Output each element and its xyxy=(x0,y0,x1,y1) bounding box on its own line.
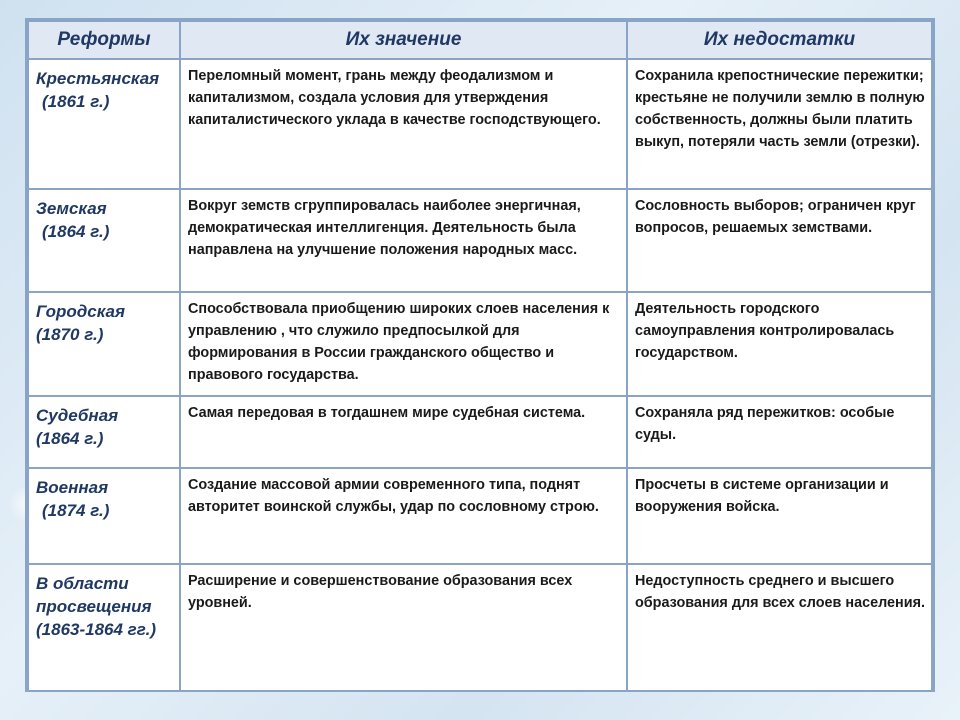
header-reforms: Реформы xyxy=(28,21,180,59)
reform-year: (1861 г.) xyxy=(42,92,110,111)
reform-year: (1863-1864 гг.) xyxy=(36,620,156,639)
shortcomings-cell: Сохранила крепостнические пережитки; крестьяне не получили землю в полную собственность, должны были платить выкуп, потеряли часть земли (отрезки). xyxy=(627,59,932,189)
reform-cell xyxy=(28,189,180,292)
header-meaning: Их значение xyxy=(180,21,627,59)
table-row xyxy=(28,189,932,292)
table-row xyxy=(28,468,932,564)
shortcomings-cell: Недоступность среднего и высшего образования для всех слоев населения. xyxy=(627,564,932,691)
reform-year: (1870 г.) xyxy=(36,325,104,344)
reform-name: В области просвещения xyxy=(36,574,152,616)
reform-cell xyxy=(28,292,180,396)
meaning-cell: Создание массовой армии современного типа, поднят авторитет воинской службы, удар по сословному строю. xyxy=(180,468,627,564)
reforms-table xyxy=(27,20,933,692)
reform-year: (1864 г.) xyxy=(36,429,104,448)
shortcomings-cell: Сохраняла ряд пережитков: особые суды. xyxy=(627,396,932,468)
meaning-cell: Способствовала приобщению широких слоев населения к управлению , что служило предпосылкой для формирования в России гражданского общество и правового государства. xyxy=(180,292,627,396)
header-shortcomings: Их недостатки xyxy=(627,21,932,59)
reform-cell xyxy=(28,564,180,691)
meaning-cell: Самая передовая в тогдашнем мире судебная система. xyxy=(180,396,627,468)
meaning-cell: Расширение и совершенствование образования всех уровней. xyxy=(180,564,627,691)
reform-name: Крестьянская xyxy=(36,69,160,88)
reform-year: (1874 г.) xyxy=(42,501,110,520)
table-row xyxy=(28,564,932,691)
reform-name: Судебная xyxy=(36,406,119,425)
table-header-row xyxy=(28,21,932,59)
reform-cell xyxy=(28,59,180,189)
table-row xyxy=(28,292,932,396)
reform-year: (1864 г.) xyxy=(42,222,110,241)
table-row xyxy=(28,396,932,468)
meaning-cell: Переломный момент, грань между феодализмом и капитализмом, создала условия для утверждения капиталистического уклада в качестве господствующего. xyxy=(180,59,627,189)
reform-name: Земская xyxy=(36,199,107,218)
meaning-cell: Вокруг земств сгруппировалась наиболее энергичная, демократическая интеллигенция. Деятельность была направлена на улучшение положения народных масс. xyxy=(180,189,627,292)
shortcomings-cell: Деятельность городского самоуправления контролировалась государством. xyxy=(627,292,932,396)
reforms-table-frame xyxy=(25,18,935,692)
shortcomings-cell: Просчеты в системе организации и вооружения войска. xyxy=(627,468,932,564)
table-row xyxy=(28,59,932,189)
reform-name: Городская xyxy=(36,302,125,321)
reform-cell xyxy=(28,396,180,468)
reform-name: Военная xyxy=(36,478,109,497)
reform-cell xyxy=(28,468,180,564)
shortcomings-cell: Сословность выборов; ограничен круг вопросов, решаемых земствами. xyxy=(627,189,932,292)
